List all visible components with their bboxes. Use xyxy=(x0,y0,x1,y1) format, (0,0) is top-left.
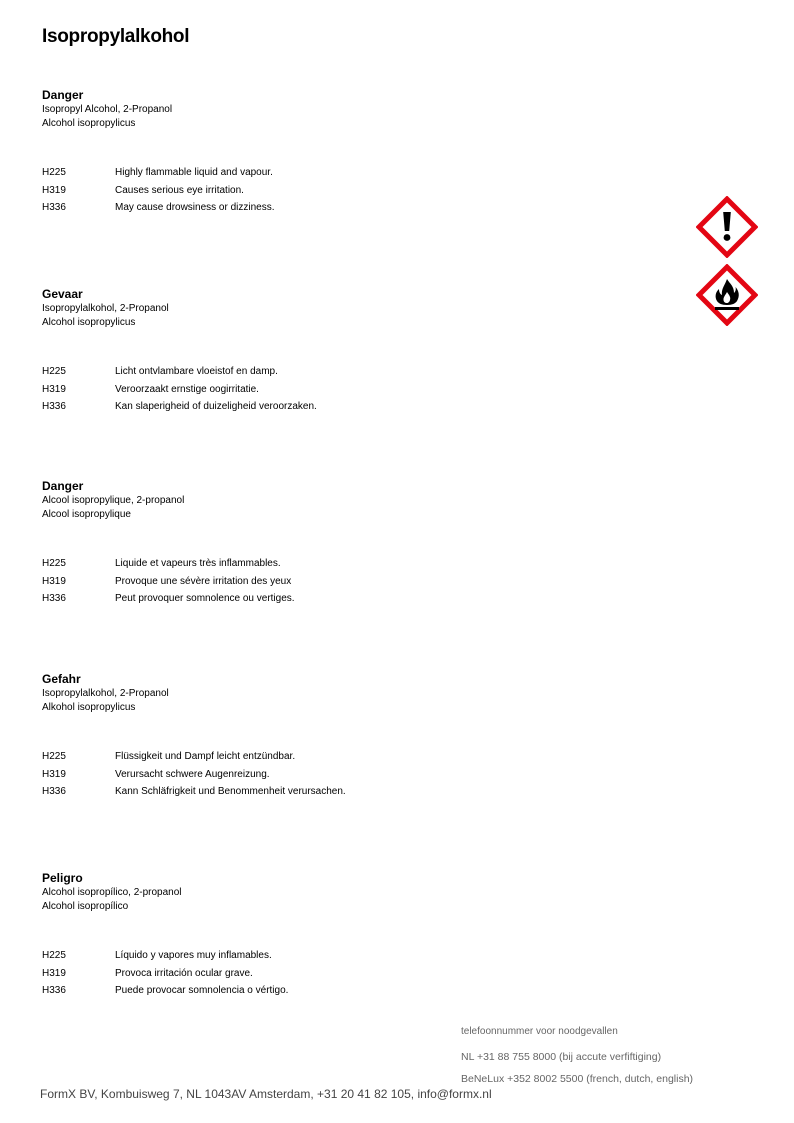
substance-names xyxy=(42,494,602,521)
hazard-statement xyxy=(42,965,602,983)
hazard-statement-list xyxy=(42,363,602,416)
hazard-code: H319 xyxy=(42,184,66,196)
hazard-statement xyxy=(42,398,602,416)
hazard-code: H225 xyxy=(42,950,66,961)
substance-name: Isopropylalkohol, 2-Propanol xyxy=(42,688,169,699)
product-title: Isopropylalkohol xyxy=(42,26,190,47)
hazard-statement xyxy=(42,766,602,784)
hazard-code: H336 xyxy=(42,593,66,604)
hazard-statement-list xyxy=(42,164,602,217)
hazard-section-nl xyxy=(42,287,602,416)
substance-names xyxy=(42,687,602,714)
hazard-statement xyxy=(42,947,602,965)
hazard-text: Highly flammable liquid and vapour. xyxy=(115,167,273,178)
hazard-statement-list xyxy=(42,555,602,608)
hazard-text: Provoque une sévère irritation des yeux xyxy=(115,575,292,587)
substance-name: Alcohol isopropylicus xyxy=(42,316,136,328)
substance-name: Alcohol isopropylicus xyxy=(42,117,136,129)
substance-name: Isopropylalkohol, 2-Propanol xyxy=(42,303,169,314)
hazard-statement-list xyxy=(42,947,602,1000)
hazard-code: H225 xyxy=(42,167,66,178)
hazard-statement xyxy=(42,590,602,608)
hazard-code: H225 xyxy=(42,558,66,569)
flame-icon xyxy=(696,264,758,326)
hazard-text: Provoca irritación ocular grave. xyxy=(115,967,253,979)
hazard-text: Kan slaperigheid of duizeligheid veroorzaken. xyxy=(115,401,317,412)
hazard-text: Liquide et vapeurs très inflammables. xyxy=(115,558,281,569)
hazard-statement xyxy=(42,363,602,381)
hazard-statement xyxy=(42,783,602,801)
hazard-text: Peut provoquer somnolence ou vertiges. xyxy=(115,593,295,604)
hazard-text: Líquido y vapores muy inflamables. xyxy=(115,950,272,961)
hazard-text: May cause drowsiness or dizziness. xyxy=(115,202,275,213)
substance-name: Alcohol isopropílico, 2-propanol xyxy=(42,887,182,898)
hazard-code: H319 xyxy=(42,768,66,780)
hazard-statement xyxy=(42,748,602,766)
substance-name: Alkohol isopropylicus xyxy=(42,701,136,713)
hazard-code: H336 xyxy=(42,401,66,412)
hazard-code: H225 xyxy=(42,751,66,762)
hazard-text: Flüssigkeit und Dampf leicht entzündbar. xyxy=(115,751,296,762)
hazard-code: H336 xyxy=(42,786,66,797)
hazard-statement xyxy=(42,182,602,200)
signal-word: Gefahr xyxy=(42,672,81,686)
signal-word: Danger xyxy=(42,479,84,493)
hazard-code: H336 xyxy=(42,985,66,996)
substance-name: Alcool isopropylique xyxy=(42,508,131,520)
substance-names xyxy=(42,103,602,130)
substance-name: Alcohol isopropílico xyxy=(42,900,129,912)
hazard-text: Causes serious eye irritation. xyxy=(115,184,244,196)
hazard-code: H319 xyxy=(42,967,66,979)
hazard-code: H319 xyxy=(42,575,66,587)
hazard-code: H225 xyxy=(42,366,66,377)
hazard-section-en xyxy=(42,88,602,217)
hazard-statement xyxy=(42,381,602,399)
substance-name: Isopropyl Alcohol, 2-Propanol xyxy=(42,104,173,115)
hazard-text: Kann Schläfrigkeit und Benommenheit verursachen. xyxy=(115,786,346,797)
exclamation-mark-icon xyxy=(696,196,758,258)
emergency-phone-nl: NL +31 88 755 8000 (bij accute verfiftiging) xyxy=(461,1051,662,1063)
hazard-statement xyxy=(42,164,602,182)
hazard-statement xyxy=(42,573,602,591)
signal-word: Peligro xyxy=(42,871,83,885)
hazard-code: H336 xyxy=(42,202,66,213)
emergency-contact xyxy=(461,1025,693,1090)
emergency-phone-benelux: BeNeLux +352 8002 5500 (french, dutch, english) xyxy=(461,1073,694,1085)
hazard-text: Puede provocar somnolencia o vértigo. xyxy=(115,985,289,996)
hazard-section-fr xyxy=(42,479,602,608)
hazard-statement xyxy=(42,555,602,573)
substance-name: Alcool isopropylique, 2-propanol xyxy=(42,495,185,506)
substance-names xyxy=(42,886,602,913)
hazard-text: Veroorzaakt ernstige oogirritatie. xyxy=(115,383,259,395)
company-footer: FormX BV, Kombuisweg 7, NL 1043AV Amsterdam, +31 20 41 82 105, info@formx.nl xyxy=(40,1087,492,1101)
hazard-section-es xyxy=(42,871,602,1000)
hazard-text: Verursacht schwere Augenreizung. xyxy=(115,768,270,780)
hazard-code: H319 xyxy=(42,383,66,395)
hazard-statement xyxy=(42,199,602,217)
hazard-statement-list xyxy=(42,748,602,801)
substance-names xyxy=(42,302,602,329)
emergency-title: telefoonnummer voor noodgevallen xyxy=(461,1026,618,1037)
hazard-text: Licht ontvlambare vloeistof en damp. xyxy=(115,366,278,377)
hazard-statement xyxy=(42,982,602,1000)
signal-word: Danger xyxy=(42,88,84,102)
signal-word: Gevaar xyxy=(42,287,83,301)
hazard-section-de xyxy=(42,672,602,801)
